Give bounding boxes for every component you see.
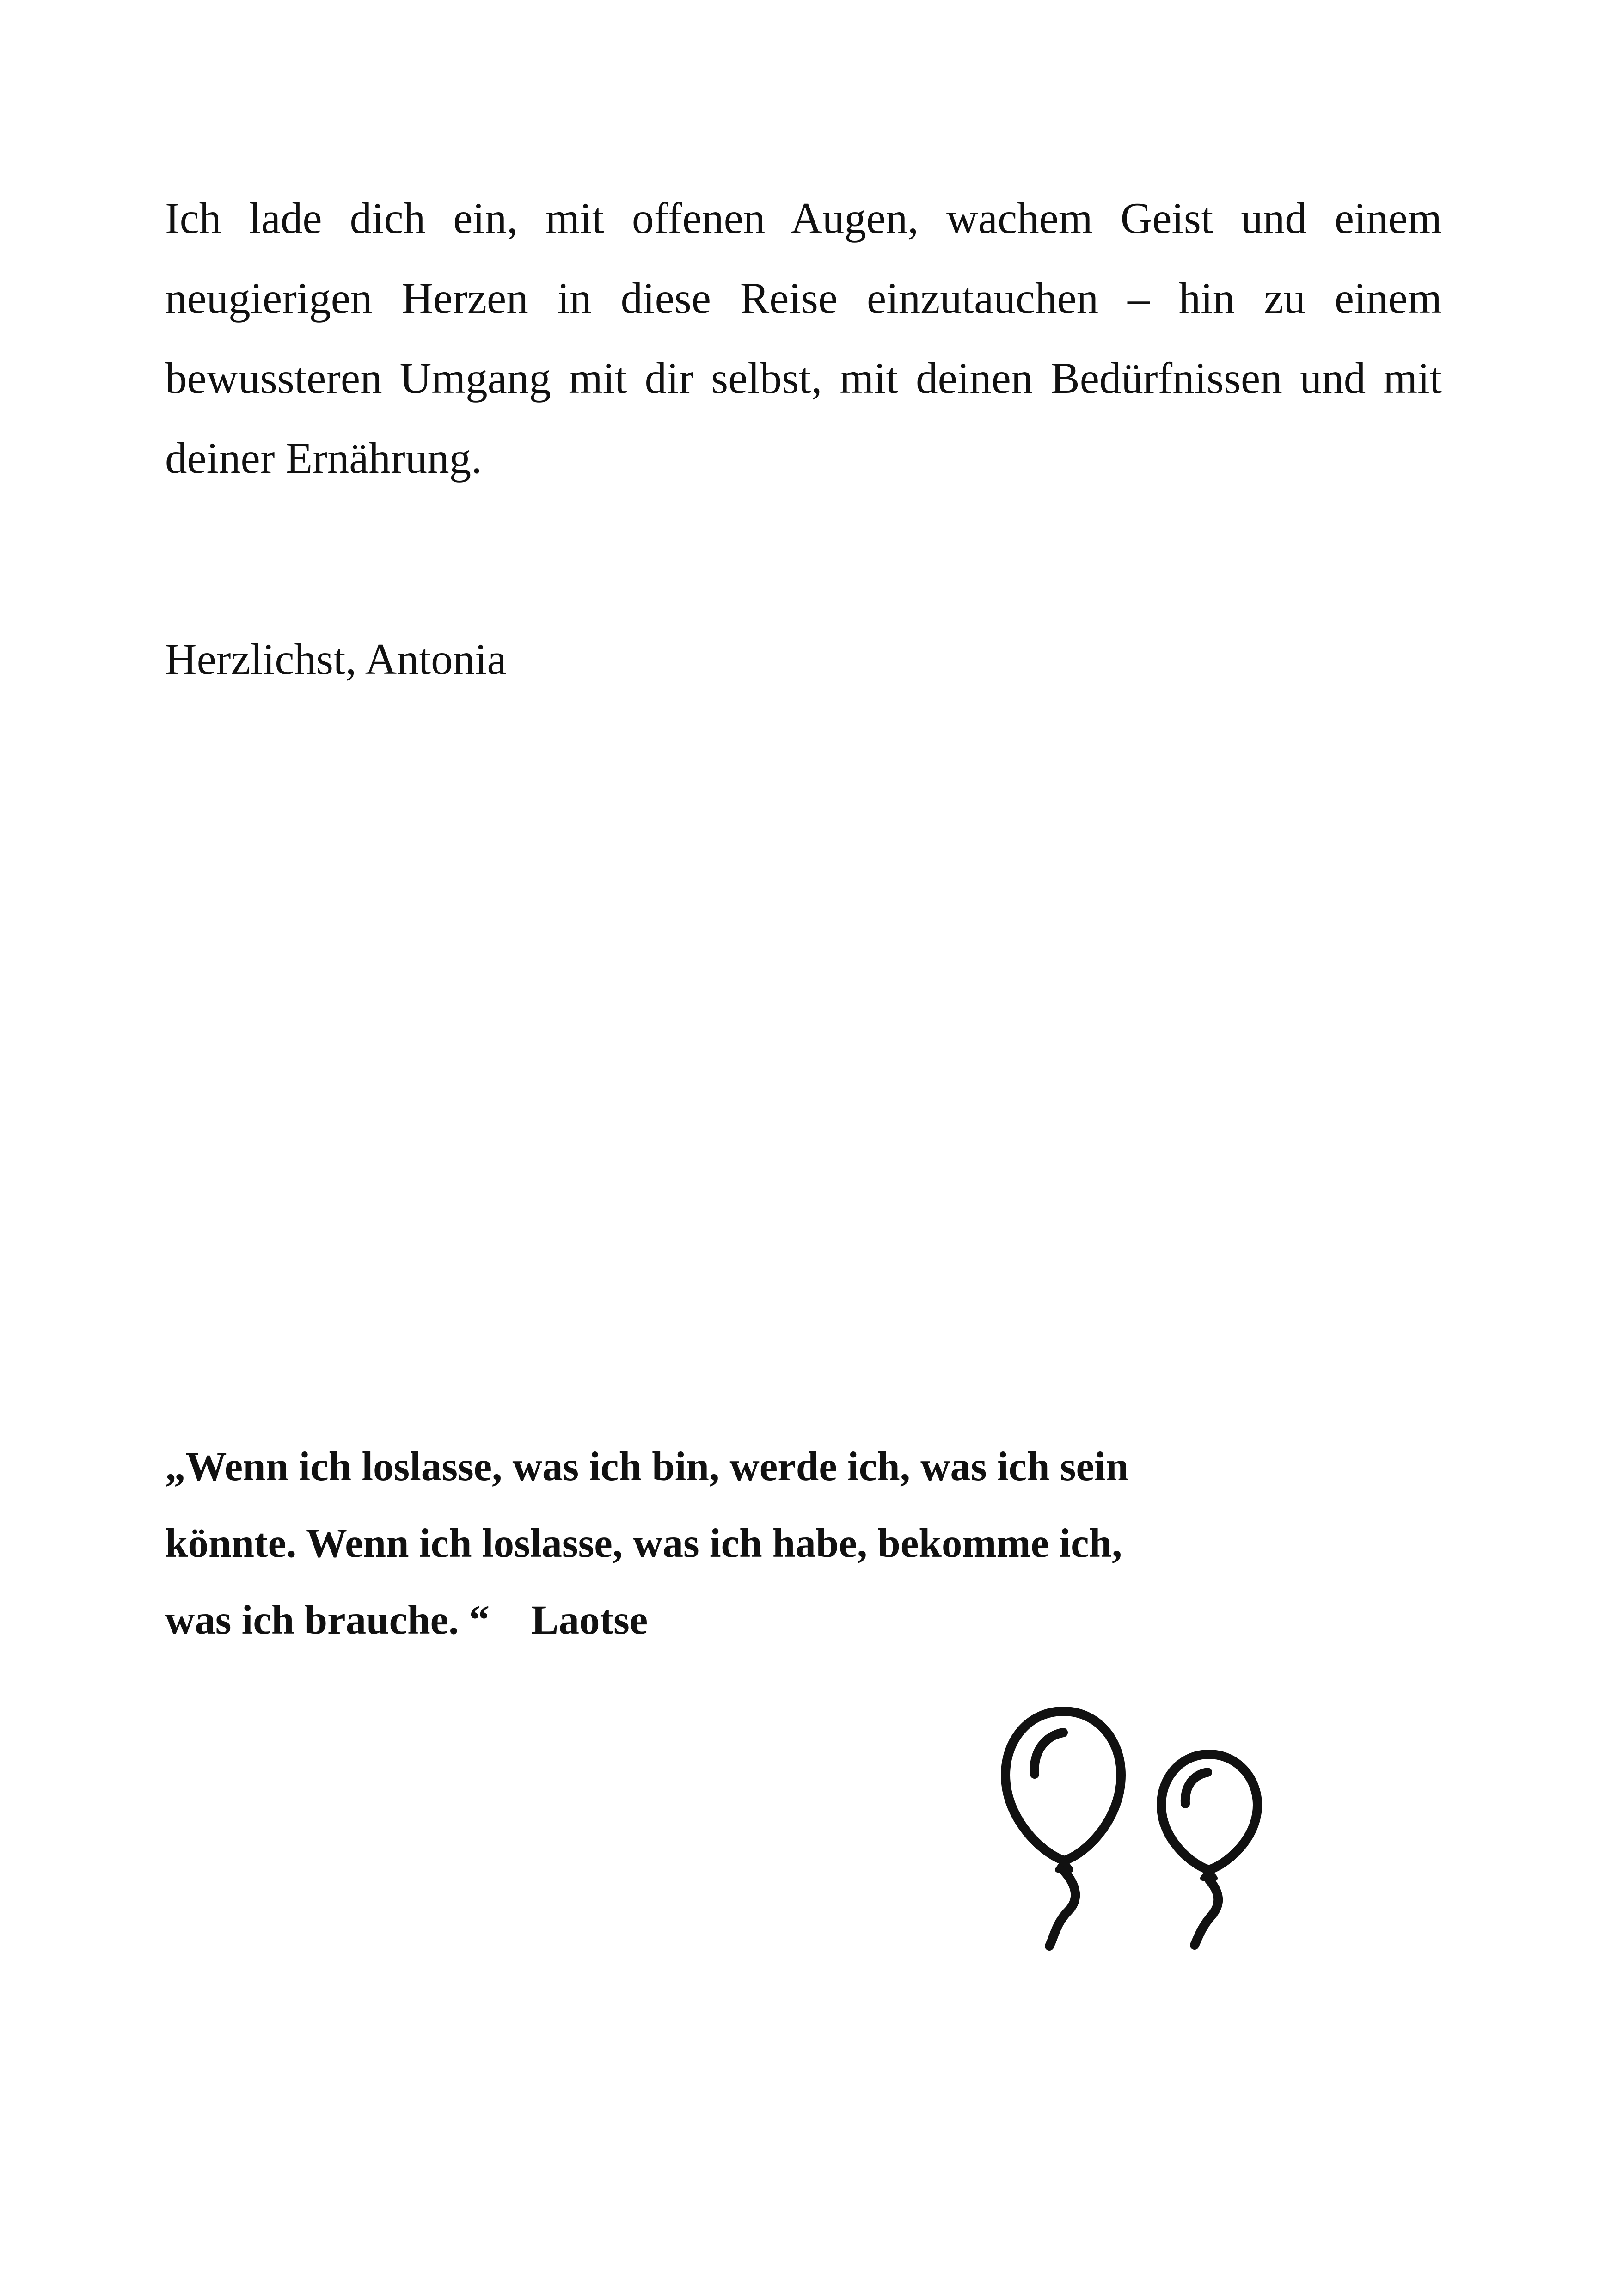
quote-line-3-text: was ich brauche. “ <box>165 1598 490 1643</box>
quote-line-3 <box>165 1582 1321 1659</box>
balloons-icon <box>999 1706 1285 1965</box>
quote-line-2: könnte. Wenn ich loslasse, was ich habe, bekomme ich, <box>165 1521 1122 1566</box>
signoff: Herzlichst, Antonia <box>165 635 507 684</box>
quote-block <box>165 1428 1321 1659</box>
balloon-right <box>1161 1754 1257 1945</box>
quote-line-1: „Wenn ich loslasse, was ich bin, werde ich, was ich sein <box>165 1444 1129 1489</box>
body-paragraph: Ich lade dich ein, mit offenen Augen, wachem Geist und einem neugierigen Herzen in diese Reise einzutauchen – hin zu einem bewussteren Umgang mit dir selbst, mit deinen Bedürfnissen und mit deiner Ernährung. <box>165 194 1442 483</box>
balloon-left <box>1005 1711 1121 1946</box>
quote-author: Laotse <box>531 1598 648 1643</box>
